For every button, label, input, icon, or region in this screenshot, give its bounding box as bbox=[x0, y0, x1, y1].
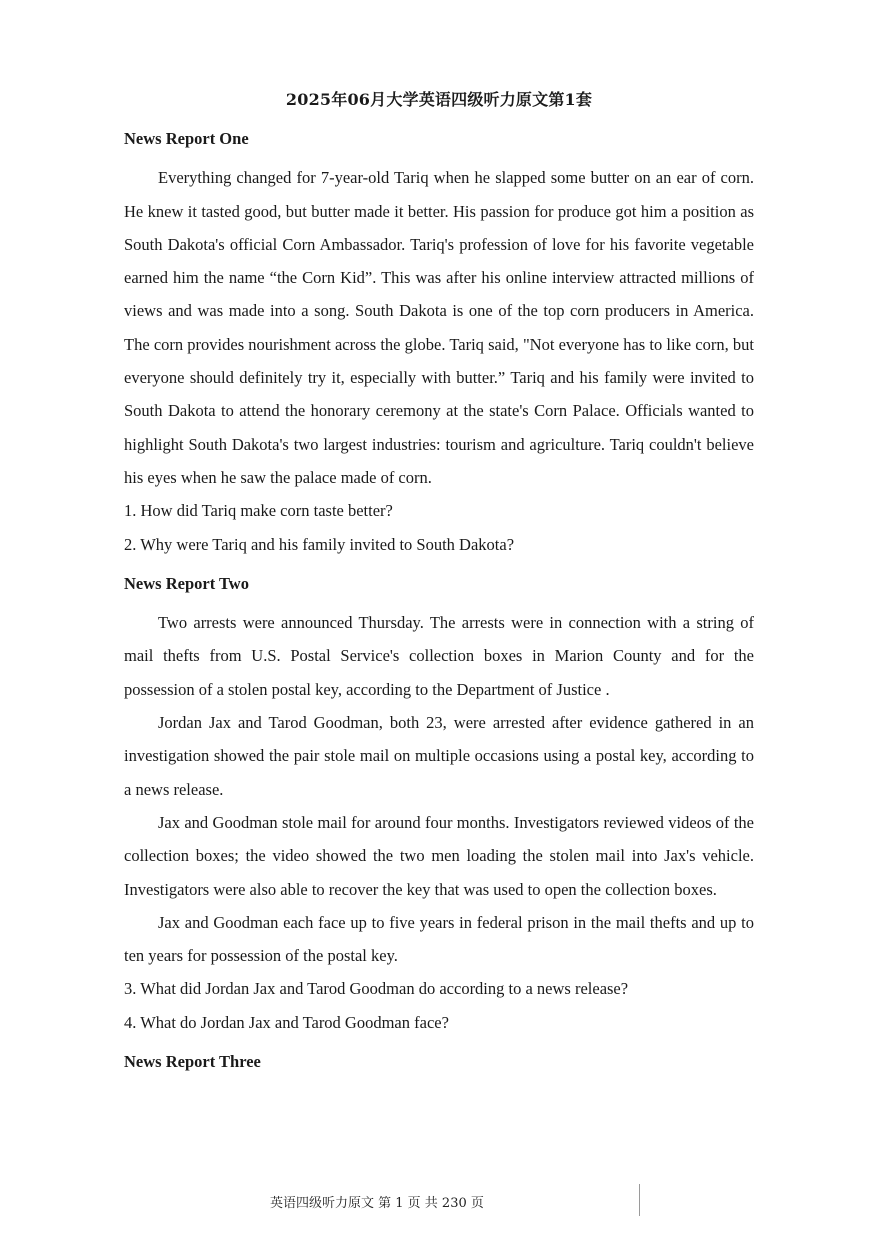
paragraph: Jax and Goodman stole mail for around four months. Investigators reviewed videos of the collection boxes; the video showed the two men loading the stolen mail into Jax's vehicle. Investigators were also able to recover the key that was used to open the collection boxes. bbox=[124, 812, 754, 899]
paragraph: Jordan Jax and Tarod Goodman, both 23, were arrested after evidence gathered in an investigation showed the pair stole mail on multiple occasions using a postal key, according to a news release. bbox=[124, 713, 754, 799]
question: 4. What do Jordan Jax and Tarod Goodman face? bbox=[124, 1012, 449, 1032]
section-news-report-one bbox=[124, 122, 754, 561]
paragraph: Jax and Goodman each face up to five years in federal prison in the mail thefts and up to ten years for possession of the postal key. bbox=[124, 912, 754, 966]
footer-page-info: 英语四级听力原文 第 1 页 共 230 页 bbox=[270, 1196, 484, 1211]
page-footer bbox=[0, 1190, 879, 1214]
footer-divider bbox=[639, 1184, 640, 1216]
question: 1. How did Tariq make corn taste better? bbox=[124, 501, 393, 521]
section-news-report-two bbox=[124, 567, 754, 1039]
paragraph: Two arrests were announced Thursday. The arrests were in connection with a string of mail thefts from U.S. Postal Service's collection boxes in Marion County and for the possession of a stolen postal key, according to the Department of Justice . bbox=[124, 613, 754, 699]
paragraph: Everything changed for 7-year-old Tariq when he slapped some butter on an ear of corn. He knew it tasted good, but butter made it better. His passion for produce got him a position as South Dakota's official Corn Ambassador. Tariq's profession of love for his favorite vegetable earned him the name “the Corn Kid”. This was after his online interview attracted millions of views and was made into a song. South Dakota is one of the top corn producers in America. The corn provides nourishment across the globe. Tariq said, "Not everyone has to like corn, but everyone should definitely try it, especially with butter.” Tariq and his family were invited to South Dakota to attend the honorary ceremony at the state's Corn Palace. Officials wanted to highlight South Dakota's two largest industries: tourism and agriculture. Tariq couldn't believe his eyes when he saw the palace made of corn. bbox=[124, 168, 754, 487]
question: 3. What did Jordan Jax and Tarod Goodman do according to a news release? bbox=[124, 979, 629, 999]
document-page bbox=[124, 88, 754, 1078]
document-title: 2025年06月大学英语四级听力原文第1套 bbox=[285, 90, 593, 109]
section-heading: News Report Two bbox=[124, 573, 249, 593]
question: 2. Why were Tariq and his family invited to South Dakota? bbox=[124, 534, 515, 554]
section-heading: News Report Three bbox=[124, 1052, 261, 1072]
section-news-report-three bbox=[124, 1045, 754, 1078]
section-heading: News Report One bbox=[124, 129, 249, 148]
